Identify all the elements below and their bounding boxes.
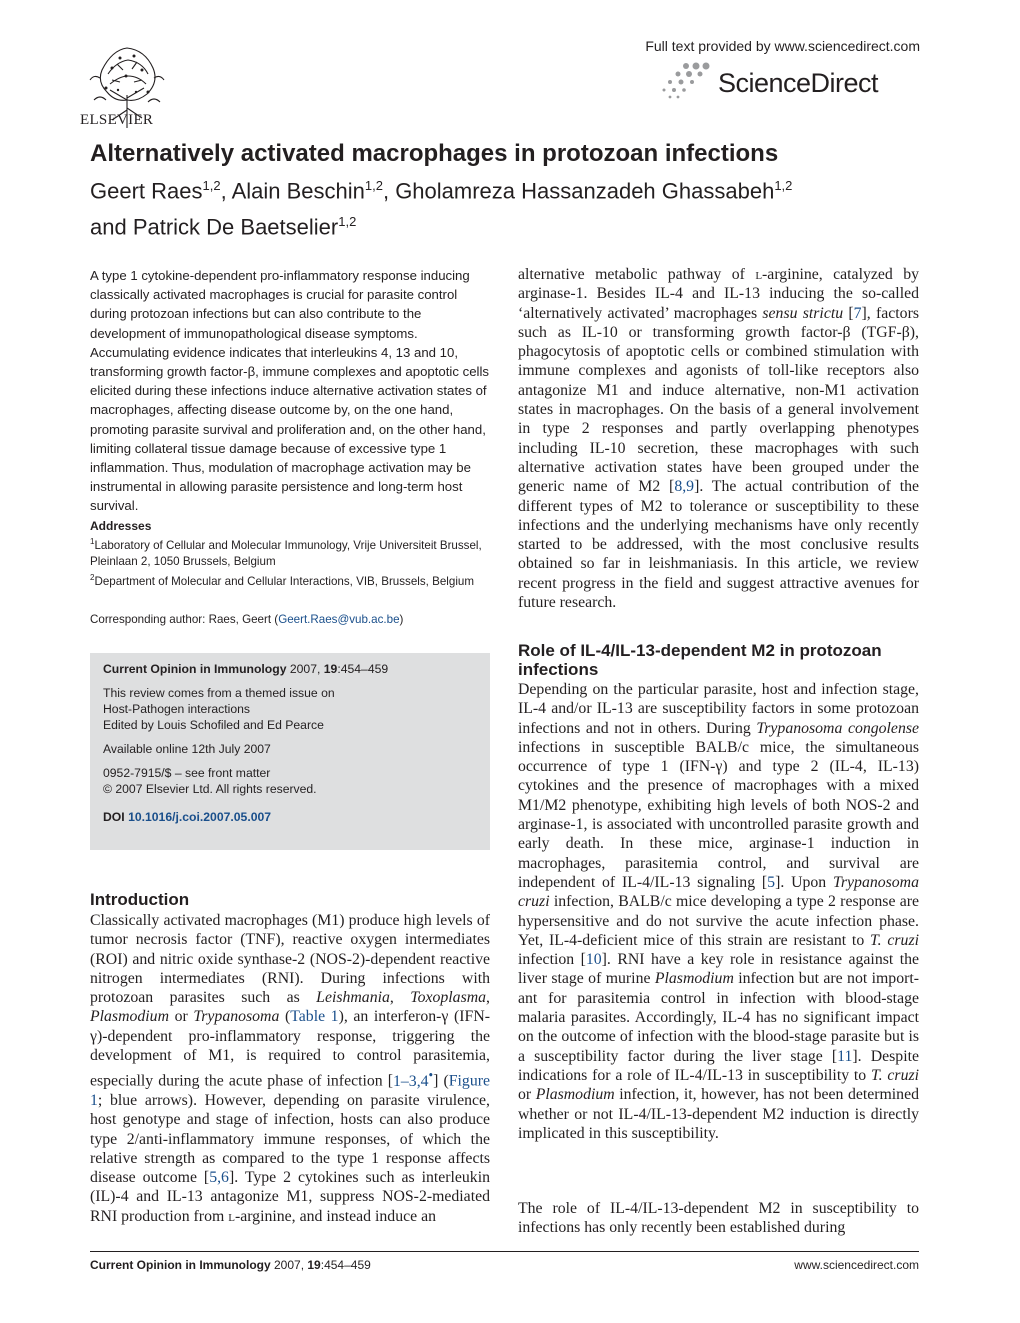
doi-line: DOI 10.1016/j.coi.2007.05.007: [103, 810, 272, 824]
body-paragraph: The role of IL-4/IL-13-dependent M2 in susceptibility to infections has only recently been established during: [518, 1200, 919, 1237]
address-1: $^1$Laboratory of Cellular and Molecular Immunology, Vrije Universiteit Brussel, Pleinlaan 2, 1050 Brussels, Belgium: [90, 537, 482, 568]
footer-url[interactable]: www.sciencedirect.com: [794, 1258, 919, 1272]
provided-by-text[interactable]: Full text provided by www.sciencedirect.com: [645, 38, 920, 54]
addresses-heading: Addresses: [90, 519, 152, 533]
sciencedirect-wordmark[interactable]: ScienceDirect: [718, 68, 879, 98]
affiliation-marker: 1,2: [202, 178, 221, 193]
doi-link[interactable]: 10.1016/j.coi.2007.05.007: [128, 810, 272, 824]
article-title: Alternatively activated macrophages in protozoan infections: [90, 140, 779, 167]
author-list: [90, 170, 950, 243]
figure-reference[interactable]: Figure 1: [90, 1072, 490, 1109]
themed-issue-note: This review comes from a themed issue on Host-Pathogen interactions Edited by Louis Schofiled and Ed Pearce: [103, 686, 335, 732]
author-name: , Gholamreza Hassanzadeh Ghassabeh: [382, 178, 775, 204]
article-info-box: [90, 653, 490, 850]
citation-link[interactable]: 7: [853, 304, 862, 322]
affiliation-marker: 1,2: [364, 178, 383, 193]
address-2: $^2$Department of Molecular and Cellular Interactions, VIB, Brussels, Belgium: [90, 572, 474, 588]
corresponding-author: Corresponding author: Raes, Geert (Geert.Raes@vub.ac.be): [90, 613, 404, 626]
affiliation-marker: 1,2: [774, 178, 793, 193]
available-online: Available online 12th July 2007: [103, 742, 271, 756]
body-paragraph: Depending on the particular parasite, host and infection stage, IL-4 and/or IL-13 are susceptibility factors in some protozoan infections and not in others. During Trypanosoma congolense infections in susceptible BALB/c mice, the simultaneous occurrence of type 1 (IFN-γ) and type 2 (IL-4, IL-13) cytokines and the presence of macrophages with a mixed M1/M2 phenotype, exhibiting high levels of both NOS-2 and arginase-1, is associated with uncontrolled parasite growth and early death. In these mice, arginase-1 induction in macrophages, parasitemia control, and survival are independent of IL-4/IL-13 signaling [5]. Upon Trypanosoma cruzi infection, BALB/c mice developing a type 2 response are hypersensitive and do not survive the acute infection phase. Yet, IL-4-deficient mice of this strain are resistant to T. cruzi infection [10]. RNI have a key role in resistance against the liver stage of murine Plasmodium infection but are not important for parasitemia control in infection with blood-stage malaria parasites. Accordingly, IL-4 has no significant impact on the outcome of infection with the blood-stage parasite but is a susceptibility factor during the liver stage [11]. Despite indications for a role of IL-4/IL-13 in susceptibility to T. cruzi or Plasmodium infection, it, however, has not been determined whether or not IL-4/IL-13-dependent M2 induction is directly implicated in this susceptibility.: [518, 681, 920, 1142]
body-paragraph: alternative metabolic pathway of l-arginine, catalyzed by arginase-1. Besides IL-4 and IL-13 inducing the so-called ‘alternatively activated’ macrophages sensu strictu [7], factors such as IL-10 or transforming growth factor-β (TGF-β), phagocytosis of apoptotic cells or combined stimulation with immune complexes and agonists of toll-like receptors also antagonize M1 and induce alternative, non-M1 activation states in macrophages. On the basis of a general involvement in type 2 responses and partly overlapping phenotypes including IL-10 secretion, these macrophages with such alternative activation states have been grouped under the generic name of M2 [8,9]. The actual contribution of the different types of M2 to tolerance or susceptibility to these infections and the underlying mechanisms have only recently started to be addressed, with the most conclusive results obtained so far in leishmaniasis. In this article, we review recent progress in the field and suggest attractive avenues for future research.: [518, 266, 919, 612]
citation-link[interactable]: 11: [837, 1047, 853, 1065]
copyright-note: 0952-7915/$ – see front matter © 2007 Elsevier Ltd. All rights reserved.: [103, 766, 317, 796]
citation-link[interactable]: 10: [585, 951, 602, 969]
citation-link[interactable]: 1–3,4•: [393, 1067, 434, 1090]
citation-link[interactable]: 5: [767, 873, 776, 891]
footer-citation: Current Opinion in Immunology 2007, 19:454–459: [90, 1258, 371, 1272]
citation-link[interactable]: 5,6: [209, 1169, 229, 1187]
author-name: , Alain Beschin: [220, 178, 365, 204]
abstract-text: A type 1 cytokine-dependent pro-inflammatory response inducing classically activated macrophages is crucial for parasite control during protozoan infections but can also contribute to the development of immunopathological disease symptoms. Accumulating evidence indicates that interleukins 4, 13 and 10, transforming growth factor-β, immune complexes and apoptotic cells elicited during these infections induce alternative activation states of macrophages, affecting disease outcome by, on the one hand, promoting parasite survival and proliferation and, on the other hand, limiting collateral tissue damage because of excessive type 1 inflammation. Thus, modulation of macrophage activation may be instrumental in allowing parasite persistence and long-term host survival.: [90, 268, 489, 514]
affiliation-marker: 1,2: [338, 214, 357, 230]
abstract: [90, 266, 490, 516]
journal-citation: Current Opinion in Immunology 2007, 19:454–459: [103, 662, 389, 676]
publisher-wordmark: ELSEVIER: [80, 112, 154, 128]
table-reference[interactable]: Table 1: [290, 1008, 339, 1026]
citation-link[interactable]: 8,9: [674, 478, 695, 496]
footer-divider: [90, 1251, 919, 1252]
section-heading-role-of-m2: Role of IL-4/IL-13-dependent M2 in protozoan infections: [518, 641, 882, 679]
sciencedirect-dots-icon: [656, 60, 716, 100]
author-name: and Patrick De Baetselier: [90, 214, 339, 240]
email-link[interactable]: Geert.Raes@vub.ac.be: [278, 613, 400, 626]
section-heading-introduction: Introduction: [90, 890, 190, 909]
addresses: [90, 518, 490, 590]
author-name: Geert Raes: [90, 178, 203, 204]
introduction-paragraph: Classically activated macrophages (M1) produce high levels of tumor necrosis factor (TNF), reactive oxygen intermediates (ROI) and nitric oxide synthase-2 (NOS-2)-dependent reactive nitrogen intermediates (RNI). During infections with protozoan parasites such as Leishmania, Toxoplasma, Plasmodium or Trypanosoma (Table 1), an interferon-γ (IFN-γ)-dependent pro-inflammatory response, triggering the development of M1, is required to control parasitemia, especially during the acute phase of infection [1–3,4•] (Figure 1; blue arrows). However, depending on parasite virulence, host genotype and stage of infection, hosts can also produce type 2/anti-inflammatory immune responses, of which the relative strength as compared to the type 1 response affects disease outcome [5,6]. Type 2 cytokines such as interleukin (IL)-4 and IL-13 antagonize M1, suppress NOS-2-mediated RNI production from l-arginine, and instead induce an: [90, 912, 490, 1225]
